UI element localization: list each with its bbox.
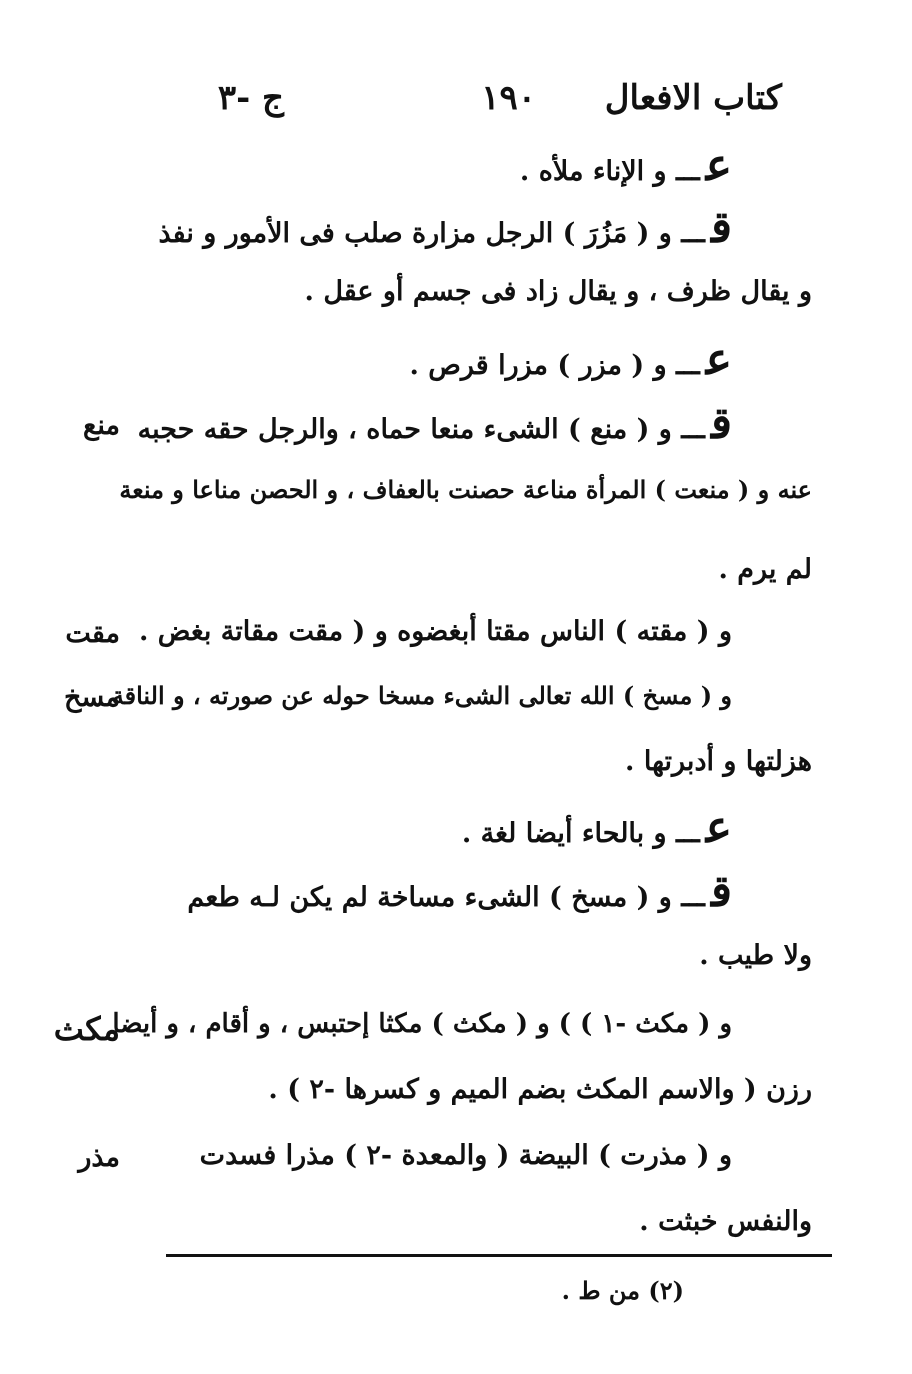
text-line	[305, 272, 812, 312]
text-line	[137, 398, 732, 450]
line-text: هزلتها و أدبرتها .	[625, 746, 812, 777]
footnote: (٢) من ط .	[561, 1276, 684, 1305]
text-line	[268, 1070, 812, 1110]
line-text: ـــ و ( مسخ ) الشىء مساخة لم يكن لـه طعم	[187, 882, 705, 913]
text-line	[119, 470, 812, 510]
text-line	[158, 202, 733, 254]
line-text: ـــ و ( مزر ) مزرا قرص .	[409, 350, 700, 381]
margin-headword: مقت	[65, 618, 120, 649]
line-text: و ( مذرت ) البيضة ( والمعدة -٢ ) مذرا فسدت	[199, 1140, 732, 1171]
text-line	[187, 866, 732, 918]
siglum: ع	[705, 140, 732, 191]
book-title: كتاب الافعال	[604, 78, 782, 118]
page-number: ١٩٠	[481, 78, 536, 118]
text-line	[139, 612, 732, 652]
line-text: و يقال ظرف ، و يقال زاد فى جسم أو عقل .	[304, 276, 812, 307]
margin-headword: مسخ	[64, 682, 120, 713]
siglum: ق	[710, 202, 732, 253]
line-text: ـــ و الإناء ملأه .	[519, 156, 700, 187]
line-text: ولا طيب .	[699, 940, 812, 971]
line-text: ـــ و ( منع ) الشىء منعا حماه ، والرجل حقه حجبه	[137, 414, 705, 445]
siglum: ق	[710, 866, 732, 917]
margin-headword: مذر	[78, 1142, 120, 1173]
text-line	[112, 676, 732, 716]
siglum: ع	[705, 334, 732, 385]
line-text: لم يرم .	[718, 554, 812, 585]
line-text: ـــ و بالحاء أيضا لغة .	[461, 818, 700, 849]
text-line	[409, 334, 732, 386]
volume-number: ج -٣	[217, 78, 284, 118]
siglum: ع	[705, 802, 732, 853]
text-line	[699, 936, 812, 976]
line-text: والنفس خبثت .	[639, 1206, 812, 1237]
text-line	[639, 1202, 812, 1242]
margin-headword: مكث	[53, 1010, 120, 1048]
margin-headword: منع	[83, 410, 120, 441]
line-text: و ( مكث -١ ) ) و ( مكث ) مكثا إحتبس ، و أقام ، و أيضا	[112, 1009, 732, 1039]
text-line	[519, 140, 732, 192]
line-text: ـــ و ( مَزُرَ ) الرجل مزارة صلب فى الأمور و نفذ	[158, 218, 705, 249]
text-line	[200, 1136, 732, 1176]
line-text: و ( مسخ ) الله تعالى الشىء مسخا حوله عن صورته ، و الناقة	[111, 681, 732, 710]
line-text: و ( مقته ) الناس مقتا أبغضوه و ( مقت مقاتة بغض .	[138, 616, 732, 647]
footnote-rule	[166, 1254, 832, 1257]
siglum: ق	[710, 398, 732, 449]
text-line	[625, 742, 812, 782]
line-text: رزن ( والاسم المكث بضم الميم و كسرها -٢ ) .	[268, 1074, 812, 1105]
text-line	[461, 802, 732, 854]
text-line	[718, 550, 812, 590]
line-text: عنه و ( منعت ) المرأة مناعة حصنت بالعفاف ، و الحصن مناعا و منعة	[119, 475, 812, 504]
text-line	[112, 1004, 732, 1044]
